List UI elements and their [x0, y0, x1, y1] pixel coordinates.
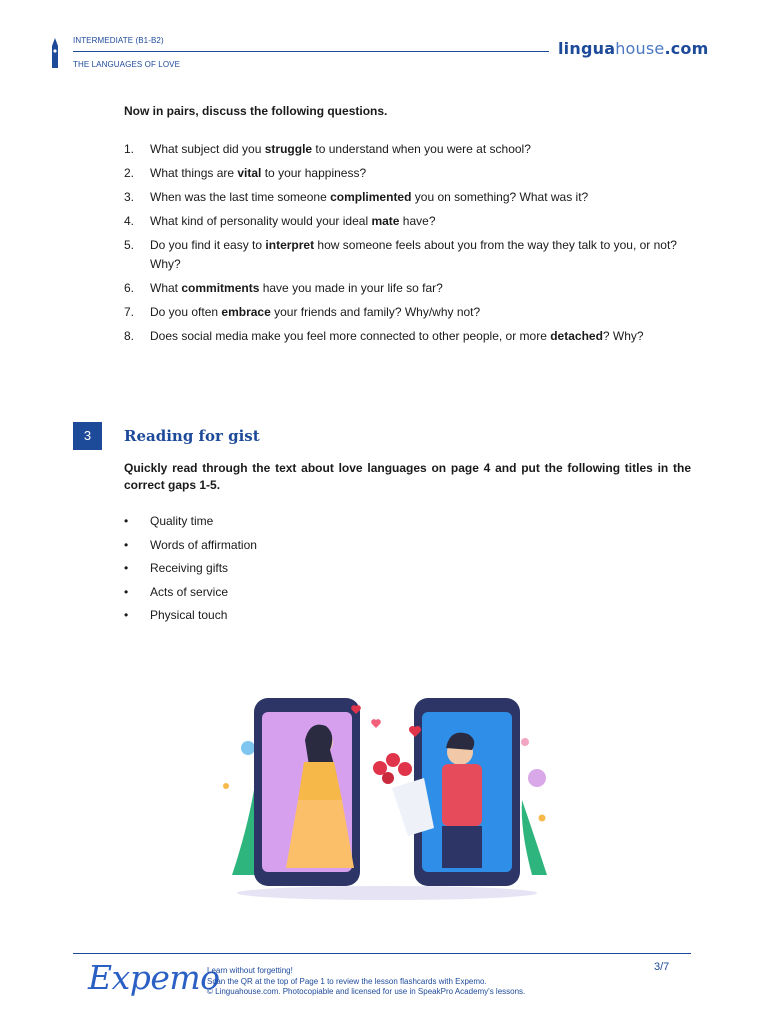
question-number: 5.: [124, 238, 135, 252]
discussion-intro: Now in pairs, discuss the following questions.: [124, 104, 388, 118]
vocabulary-word: struggle: [264, 142, 313, 156]
question-text: Does social media make you feel more connected to other people, or more: [150, 329, 551, 343]
page-number: 3/7: [654, 961, 670, 973]
footer-copyright: © Linguahouse.com. Photocopiable and licensed for use in SpeakPro Academy's lessons.: [207, 987, 526, 996]
bullet: •: [124, 561, 129, 576]
bullet: •: [124, 584, 129, 599]
list-item: [124, 537, 257, 561]
bullet: •: [124, 608, 129, 623]
vocabulary-word: commitments: [181, 281, 260, 295]
question-item: [124, 279, 696, 298]
vocabulary-word: embrace: [221, 305, 271, 319]
section-instruction: Quickly read through the text about love languages on page 4 and put the following titles in the correct gaps 1-5.: [124, 461, 691, 492]
question-item: [124, 303, 696, 322]
lesson-title: THE LANGUAGES OF LOVE: [73, 60, 181, 69]
question-item: [124, 327, 696, 346]
footer-text: [207, 966, 525, 998]
question-item: [124, 212, 696, 231]
list-item-text: Words of affirmation: [150, 537, 257, 552]
question-number: 1.: [124, 142, 135, 156]
vocabulary-word: mate: [371, 214, 400, 228]
question-text: What: [150, 281, 182, 295]
question-item: [124, 236, 696, 274]
vocabulary-word: complimented: [330, 190, 412, 204]
footer-tagline: Learn without forgetting!: [207, 966, 293, 975]
question-text: ? Why?: [602, 329, 644, 343]
course-level: INTERMEDIATE (B1-B2): [73, 36, 164, 45]
question-item: [124, 140, 696, 159]
list-item: [124, 607, 257, 631]
vocabulary-word: detached: [550, 329, 603, 343]
list-item: [124, 584, 257, 608]
question-number: 8.: [124, 329, 135, 343]
logo-part-com: .com: [664, 39, 709, 58]
question-item: [124, 164, 696, 183]
question-number: 7.: [124, 305, 135, 319]
expemo-logo[interactable]: Expemo: [88, 958, 220, 997]
question-text: Do you find it easy to: [150, 238, 266, 252]
footer-qr-note: Scan the QR at the top of Page 1 to review the lesson flashcards with Expemo.: [207, 976, 487, 986]
list-item: [124, 560, 257, 584]
question-item: [124, 188, 696, 207]
big-ben-logo-icon: [50, 38, 60, 68]
question-number: 6.: [124, 281, 135, 295]
bullet: •: [124, 514, 129, 528]
vocabulary-word: vital: [237, 166, 262, 180]
header-divider: [73, 51, 549, 52]
question-text: Do you often: [150, 305, 222, 319]
question-number: 4.: [124, 214, 135, 228]
question-text: What things are: [150, 166, 238, 180]
question-text: how someone feels about you from the way they talk to you, or not? Why?: [150, 238, 677, 271]
question-number: 3.: [124, 190, 135, 204]
vocabulary-word: interpret: [265, 238, 315, 252]
discussion-question-list: [124, 140, 696, 351]
list-item: [124, 513, 257, 537]
question-text: to understand when you were at school?: [312, 142, 531, 156]
question-text: What kind of personality would your ideal: [150, 214, 372, 228]
bullet: •: [124, 537, 129, 552]
question-text: have?: [399, 214, 436, 228]
section-title: Reading for gist: [124, 427, 260, 445]
footer-divider: [73, 953, 691, 954]
couple-phones-illustration: [202, 690, 582, 905]
logo-part-lingua: lingua: [558, 39, 616, 58]
question-text: you on something? What was it?: [411, 190, 589, 204]
list-item-text: Acts of service: [150, 584, 229, 599]
linguahouse-logo[interactable]: [558, 39, 708, 58]
section-number-badge: 3: [73, 422, 102, 450]
list-item-text: Physical touch: [150, 608, 228, 623]
logo-part-house: house: [615, 39, 665, 58]
question-text: to your happiness?: [261, 166, 367, 180]
question-text: your friends and family? Why/why not?: [270, 305, 481, 319]
question-text: have you made in your life so far?: [259, 281, 443, 295]
question-text: When was the last time someone: [150, 190, 331, 204]
gist-title-list: [124, 513, 257, 631]
list-item-text: Quality time: [150, 514, 214, 528]
question-text: What subject did you: [150, 142, 265, 156]
question-number: 2.: [124, 166, 135, 180]
list-item-text: Receiving gifts: [150, 561, 229, 576]
